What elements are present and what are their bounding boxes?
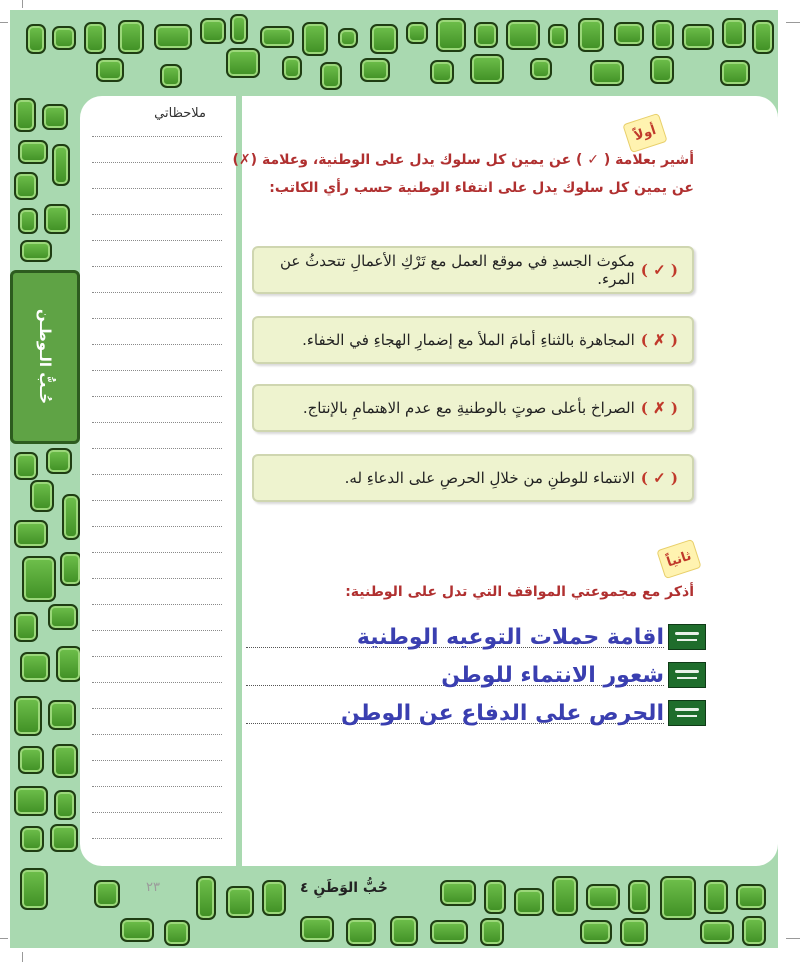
notes-line xyxy=(92,344,222,345)
statement-item xyxy=(252,316,694,364)
crop-mark xyxy=(786,938,800,939)
notes-line xyxy=(92,214,222,215)
notes-line xyxy=(92,292,222,293)
page-number: ٢٣ xyxy=(146,880,160,895)
statement-item xyxy=(252,454,694,502)
answer-row xyxy=(246,694,706,728)
answer-row xyxy=(246,618,706,652)
statement-text: المجاهرة بالثناءِ أمامَ الملأ مع إضمارِ الهجاءِ في الخفاء. xyxy=(302,331,635,349)
notes-line xyxy=(92,838,222,839)
section-two-badge: ثانياً xyxy=(656,539,701,579)
notes-line xyxy=(92,370,222,371)
notes-line xyxy=(92,682,222,683)
side-tab-label: حُـبُّ الـوطـن xyxy=(36,309,54,405)
notes-line xyxy=(92,240,222,241)
notes-line xyxy=(92,500,222,501)
crop-mark xyxy=(22,0,23,8)
notes-line xyxy=(92,604,222,605)
notes-line xyxy=(92,812,222,813)
notes-line xyxy=(92,474,222,475)
notes-line xyxy=(92,656,222,657)
answer-mark[interactable]: ( ✓ ) xyxy=(640,469,678,487)
footer-unit-title: حُبُّ الوَطَنِ ٤ xyxy=(300,880,388,896)
section-one-instruction-line2: عن يمين كل سلوك يدل على انتفاء الوطنية حسب رأي الكاتب: xyxy=(269,180,694,196)
notes-line xyxy=(92,422,222,423)
answer-mark[interactable]: ( ✗ ) xyxy=(640,399,678,417)
statement-text: مكوث الجسدِ في موقع العمل مع تَرْكِ الأعمالِ تتحدثُ عن المرء. xyxy=(279,252,635,288)
saudi-flag-icon xyxy=(668,662,706,688)
notes-line xyxy=(92,318,222,319)
statement-item xyxy=(252,246,694,294)
notes-line xyxy=(92,734,222,735)
notes-line xyxy=(92,552,222,553)
notes-line xyxy=(92,526,222,527)
answer-mark[interactable]: ( ✗ ) xyxy=(640,331,678,349)
answer-text[interactable]: الحرص على الدفاع عن الوطن xyxy=(341,701,664,726)
statement-text: الانتماء للوطنِ من خلالِ الحرصِ على الدعاءِ له. xyxy=(344,469,635,487)
notes-line xyxy=(92,188,222,189)
notes-line xyxy=(92,630,222,631)
section-two-instruction: أذكر مع مجموعتي المواقف التي تدل على الوطنية: xyxy=(345,584,694,600)
statement-text: الصراخ بأعلى صوتٍ بالوطنيةِ مع عدم الاهتمامِ بالإنتاج. xyxy=(302,399,635,417)
answer-row xyxy=(246,656,706,690)
notes-line xyxy=(92,760,222,761)
saudi-flag-icon xyxy=(668,624,706,650)
section-one-badge: أولاً xyxy=(622,113,667,153)
saudi-flag-icon xyxy=(668,700,706,726)
statement-item xyxy=(252,384,694,432)
answer-text[interactable]: اقامة حملات التوعيه الوطنية xyxy=(356,625,664,650)
crop-mark xyxy=(22,952,23,962)
crop-mark xyxy=(0,938,8,939)
answer-text[interactable]: شعور الانتماء للوطن xyxy=(441,663,664,688)
notes-line xyxy=(92,266,222,267)
notes-line xyxy=(92,578,222,579)
notes-panel xyxy=(80,96,236,866)
notes-line xyxy=(92,448,222,449)
crop-mark xyxy=(0,22,8,23)
unit-side-tab xyxy=(10,270,80,444)
crop-mark xyxy=(786,22,800,23)
notes-line xyxy=(92,786,222,787)
notes-title: ملاحظاتي xyxy=(154,106,206,121)
answer-mark[interactable]: ( ✓ ) xyxy=(640,261,678,279)
section-one-instruction-line1: أشير بعلامة ( ✓ ) عن يمين كل سلوك يدل على الوطنية، وعلامة (✗) xyxy=(232,152,694,168)
notes-line xyxy=(92,162,222,163)
notes-line xyxy=(92,396,222,397)
notes-line xyxy=(92,136,222,137)
notes-line xyxy=(92,708,222,709)
